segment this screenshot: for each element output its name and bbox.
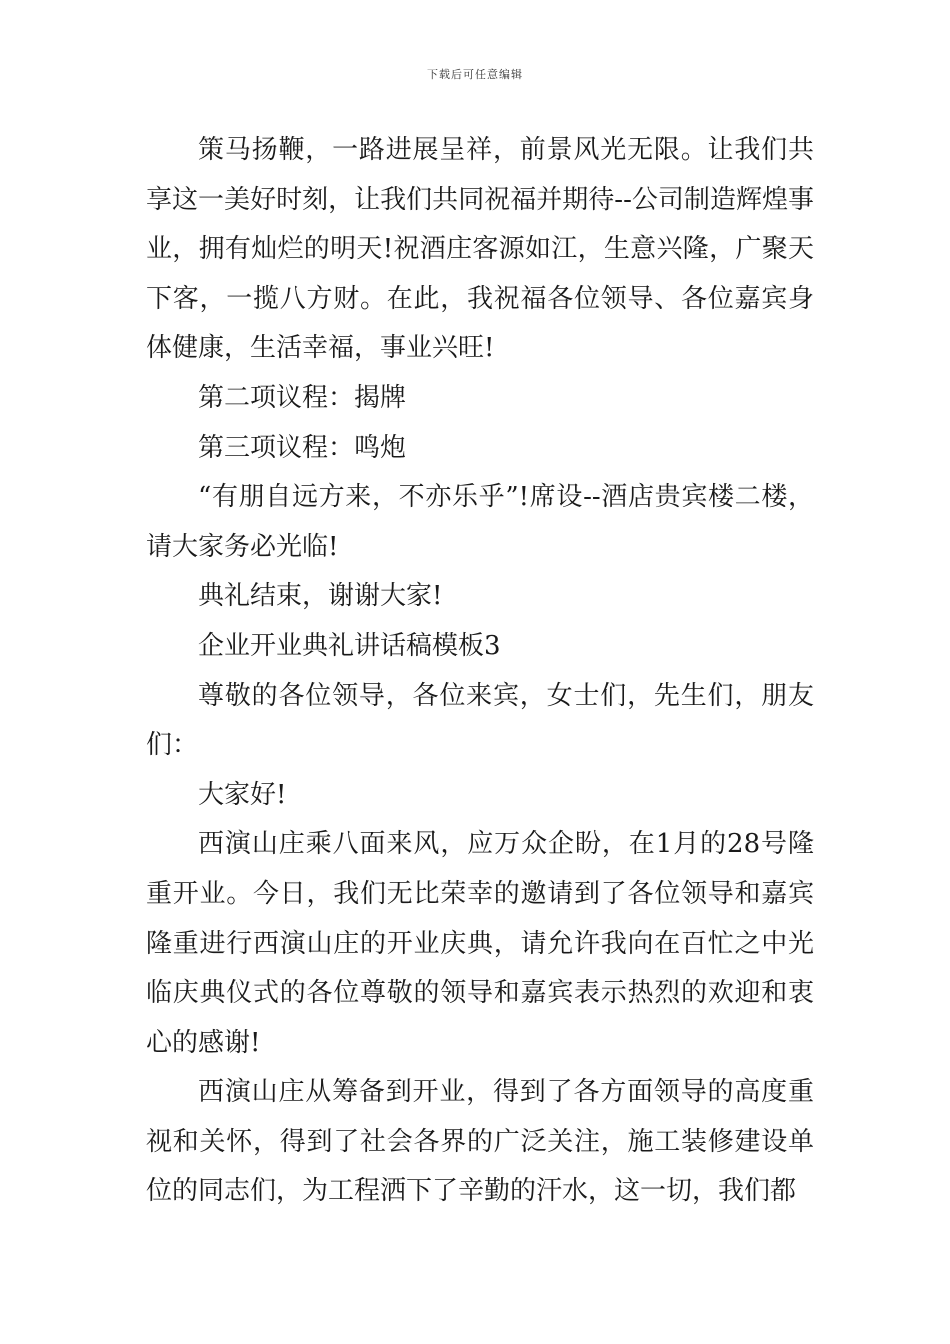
page-header-note: 下载后可任意编辑 [427, 68, 523, 81]
paragraph-acknowledgement: 西演山庄从筹备到开业，得到了各方面领导的高度重视和关怀，得到了社会各界的广泛关注，施工装修建设单位的同志们，为工程洒下了辛勤的汗水，这一切，我们都 [146, 1077, 814, 1207]
paragraph-opening-announcement: 西演山庄乘八面来风，应万众企盼，在1月的28号隆重开业。今日，我们无比荣幸的邀请到了各位领导和嘉宾隆重进行西演山庄的开业庆典，请允许我向在百忙之中光临庆典仪式的各位尊敬的领导和嘉宾表示热烈的欢迎和衷心的感谢! [146, 829, 814, 1058]
paragraph-closing: 典礼结束，谢谢大家! [198, 581, 443, 612]
paragraph-agenda-item-2: 第二项议程：揭牌 [198, 382, 407, 413]
paragraph-agenda-item-3: 第三项议程：鸣炮 [198, 432, 407, 463]
paragraph-salutation: 尊敬的各位领导，各位来宾，女士们，先生们，朋友们： [146, 680, 814, 761]
paragraph-greeting: 大家好! [198, 779, 287, 810]
document-body [146, 126, 814, 1217]
section-title: 企业开业典礼讲话稿模板3 [198, 630, 501, 661]
paragraph-blessing: 策马扬鞭，一路进展呈祥，前景风光无限。让我们共享这一美好时刻，让我们共同祝福并期待--公司制造辉煌事业，拥有灿烂的明天!祝酒庄客源如江，生意兴隆，广聚天下客，一揽八方财。在此，我祝福各位领导、各位嘉宾身体健康，生活幸福，事业兴旺! [146, 135, 814, 364]
paragraph-invitation: “有朋自远方来，不亦乐乎”!席设--酒店贵宾楼二楼，请大家务必光临! [146, 482, 814, 562]
